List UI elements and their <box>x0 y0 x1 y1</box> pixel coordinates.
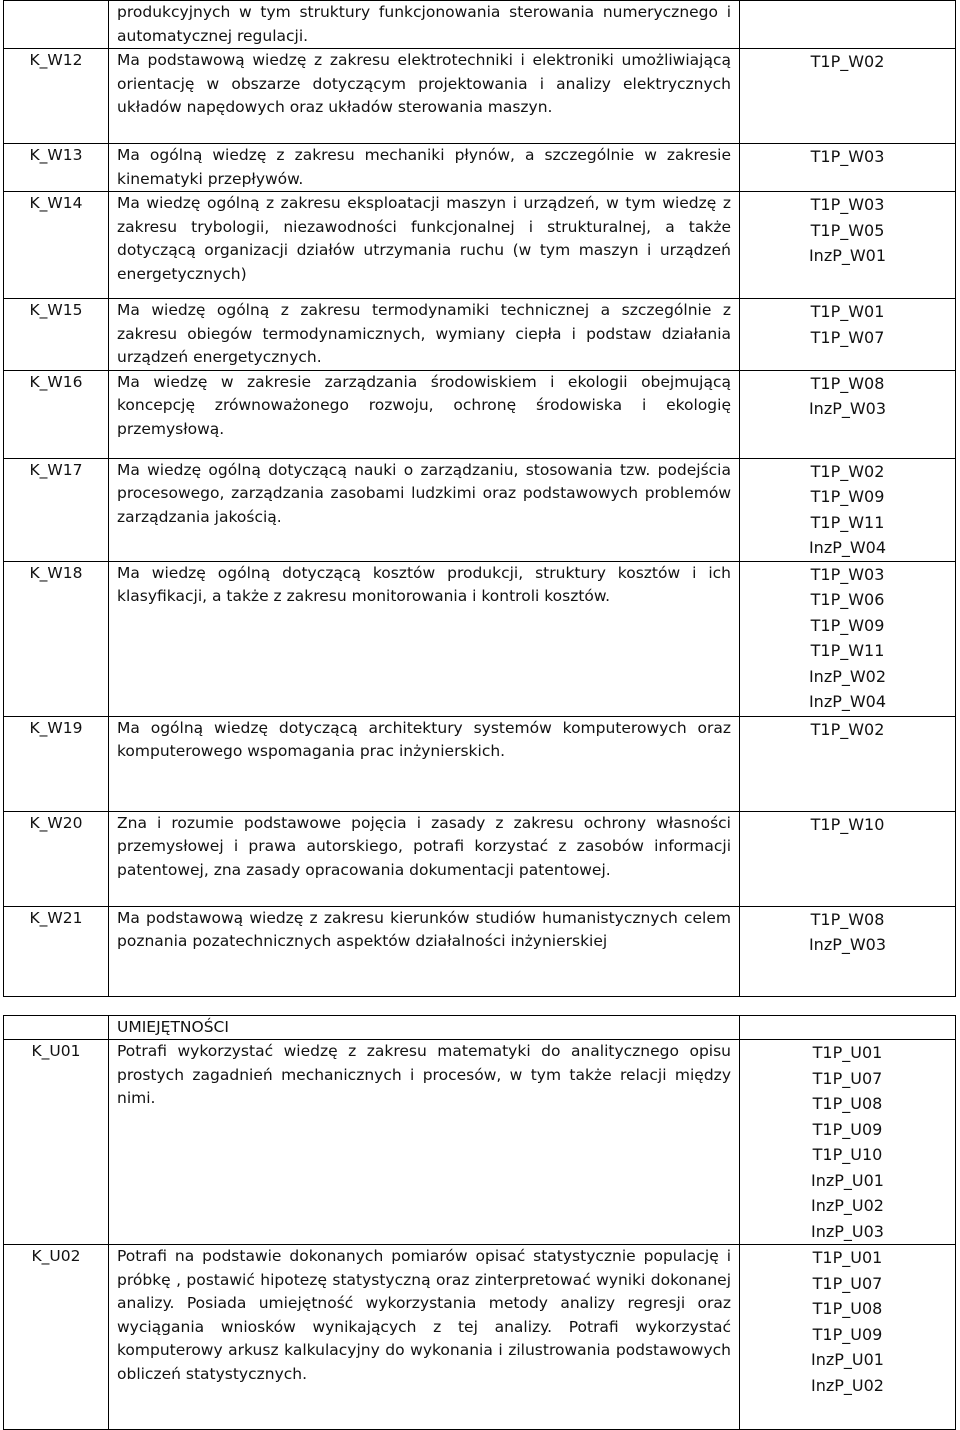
reference-code: T1P_W02 <box>740 49 955 75</box>
row-references <box>740 1040 956 1245</box>
reference-code: T1P_U10 <box>740 1142 955 1168</box>
reference-code: InzP_W01 <box>740 243 955 269</box>
row-references <box>740 299 956 371</box>
row-description: Ma wiedzę ogólną z zakresu eksploatacji maszyn i urządzeń, w tym wiedzę z zakresu trybologii, niezawodności funkcjonalnej i strukturalnej, a także dotyczącą organizacji działów utrzymania ruchu (w tym maszyn i urządzeń energetycznych) <box>109 192 740 299</box>
row-description: Ma ogólną wiedzę z zakresu mechaniki płynów, a szczególnie w zakresie kinematyki przepływów. <box>109 144 740 192</box>
skills-header-code-cell <box>4 1015 109 1040</box>
row-code: K_W20 <box>4 811 109 906</box>
knowledge-table <box>3 0 956 997</box>
reference-code: T1P_U08 <box>740 1091 955 1117</box>
row-references <box>740 458 956 561</box>
table-row <box>4 811 956 906</box>
row-code: K_W13 <box>4 144 109 192</box>
row-references <box>740 370 956 458</box>
reference-code: T1P_W01 <box>740 299 955 325</box>
reference-code: T1P_W02 <box>740 717 955 743</box>
reference-code: InzP_U02 <box>740 1193 955 1219</box>
table-row <box>4 1 956 49</box>
reference-code: T1P_U01 <box>740 1040 955 1066</box>
table-row <box>4 192 956 299</box>
section-gap <box>0 997 960 1015</box>
row-description: Potrafi wykorzystać wiedzę z zakresu matematyki do analitycznego opisu prostych zagadnień mechanicznych i procesów, w tym także relacji między nimi. <box>109 1040 740 1245</box>
reference-code: InzP_W02 <box>740 664 955 690</box>
reference-code: T1P_W10 <box>740 812 955 838</box>
table-row <box>4 144 956 192</box>
row-references <box>740 811 956 906</box>
row-references <box>740 561 956 716</box>
row-code: K_W18 <box>4 561 109 716</box>
reference-code: T1P_U09 <box>740 1322 955 1348</box>
reference-code: T1P_U07 <box>740 1271 955 1297</box>
reference-code: InzP_U01 <box>740 1347 955 1373</box>
reference-code: InzP_U01 <box>740 1168 955 1194</box>
table-row <box>4 49 956 144</box>
reference-code: T1P_W08 <box>740 907 955 933</box>
table-row <box>4 299 956 371</box>
row-references <box>740 192 956 299</box>
row-code: K_U02 <box>4 1245 109 1430</box>
skills-header-refs-cell <box>740 1015 956 1040</box>
row-references <box>740 49 956 144</box>
reference-code: T1P_W07 <box>740 325 955 351</box>
row-code: K_W15 <box>4 299 109 371</box>
reference-code: T1P_W03 <box>740 192 955 218</box>
reference-code: T1P_W03 <box>740 562 955 588</box>
reference-code: InzP_W04 <box>740 535 955 561</box>
reference-code: T1P_W06 <box>740 587 955 613</box>
table-row <box>4 1040 956 1245</box>
row-references <box>740 1245 956 1430</box>
table-row <box>4 561 956 716</box>
reference-code: T1P_W05 <box>740 218 955 244</box>
reference-code: T1P_W09 <box>740 613 955 639</box>
row-description: Ma wiedzę ogólną z zakresu termodynamiki technicznej a szczególnie z zakresu obiegów termodynamicznych, wymiany ciepła i podstaw działania urządzeń energetycznych. <box>109 299 740 371</box>
reference-code: InzP_W04 <box>740 689 955 715</box>
skills-section-title: UMIEJĘTNOŚCI <box>109 1015 740 1040</box>
row-description: produkcyjnych w tym struktury funkcjonowania sterowania numerycznego i automatycznej regulacji. <box>109 1 740 49</box>
row-references <box>740 716 956 811</box>
row-description: Ma podstawową wiedzę z zakresu kierunków studiów humanistycznych celem poznania pozatechnicznych aspektów działalności inżynierskiej <box>109 906 740 996</box>
row-description: Ma wiedzę ogólną dotyczącą kosztów produkcji, struktury kosztów i ich klasyfikacji, a także z zakresu monitorowania i kontroli kosztów. <box>109 561 740 716</box>
row-code: K_U01 <box>4 1040 109 1245</box>
reference-code: T1P_W11 <box>740 638 955 664</box>
reference-code: T1P_W08 <box>740 371 955 397</box>
reference-code: InzP_U02 <box>740 1373 955 1399</box>
row-description: Zna i rozumie podstawowe pojęcia i zasady z zakresu ochrony własności przemysłowej i prawa autorskiego, potrafi korzystać z zasobów informacji patentowej, zna zasady opracowania dokumentacji patentowej. <box>109 811 740 906</box>
reference-code: T1P_U01 <box>740 1245 955 1271</box>
row-description: Ma ogólną wiedzę dotyczącą architektury systemów komputerowych oraz komputerowego wspomagania prac inżynierskich. <box>109 716 740 811</box>
row-code: K_W17 <box>4 458 109 561</box>
skills-header-row <box>4 1015 956 1040</box>
table-row <box>4 370 956 458</box>
row-code: K_W19 <box>4 716 109 811</box>
row-code: K_W16 <box>4 370 109 458</box>
reference-code: T1P_W02 <box>740 459 955 485</box>
row-code: K_W21 <box>4 906 109 996</box>
row-code: K_W12 <box>4 49 109 144</box>
reference-code: T1P_U09 <box>740 1117 955 1143</box>
reference-code: T1P_W11 <box>740 510 955 536</box>
row-description: Ma podstawową wiedzę z zakresu elektrotechniki i elektroniki umożliwiającą orientację w obszarze dotyczącym projektowania i analizy elektrycznych układów napędowych oraz układów sterowania maszyn. <box>109 49 740 144</box>
reference-code: T1P_U07 <box>740 1066 955 1092</box>
reference-code: InzP_W03 <box>740 932 955 958</box>
row-code <box>4 1 109 49</box>
table-row <box>4 906 956 996</box>
reference-code: InzP_W03 <box>740 396 955 422</box>
row-code: K_W14 <box>4 192 109 299</box>
skills-table <box>3 1015 956 1430</box>
row-description: Ma wiedzę ogólną dotyczącą nauki o zarządzaniu, stosowania tzw. podejścia procesowego, zarządzania zasobami ludzkimi oraz podstawowych problemów zarządzania jakością. <box>109 458 740 561</box>
reference-code: T1P_W03 <box>740 144 955 170</box>
table-row <box>4 458 956 561</box>
row-references <box>740 144 956 192</box>
row-description: Potrafi na podstawie dokonanych pomiarów opisać statystycznie populację i próbkę , postawić hipotezę statystyczną oraz zinterpretować wyniki dokonanej analizy. Posiada umiejętność wykorzystania metody analizy regresji oraz wyciągania wniosków wynikających z tej analizy. Potrafi wykorzystać komputerowy arkusz kalkulacyjny do wykonania i zilustrowania podstawowych obliczeń statystycznych. <box>109 1245 740 1430</box>
row-references <box>740 1 956 49</box>
reference-code: T1P_W09 <box>740 484 955 510</box>
table-row <box>4 1245 956 1430</box>
table-row <box>4 716 956 811</box>
reference-code: T1P_U08 <box>740 1296 955 1322</box>
reference-code: InzP_U03 <box>740 1219 955 1245</box>
row-description: Ma wiedzę w zakresie zarządzania środowiskiem i ekologii obejmującą koncepcję zrównoważonego rozwoju, ochronę środowiska i ekologię przemysłową. <box>109 370 740 458</box>
row-references <box>740 906 956 996</box>
